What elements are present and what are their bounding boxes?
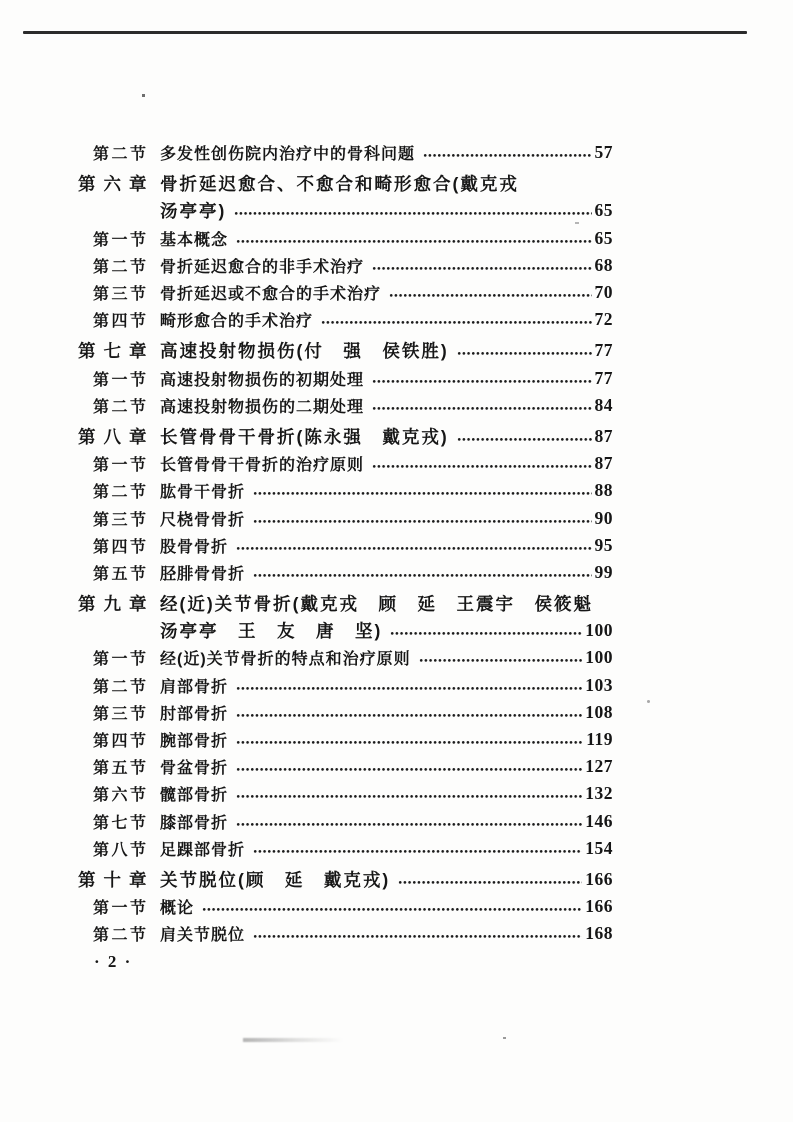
toc-entry-label: 第一节: [93, 457, 149, 475]
toc-entry: [78, 672, 613, 699]
toc-entry-page: 119: [586, 729, 613, 750]
toc-entry-title: 骨折延迟愈合、不愈合和畸形愈合(戴克戎: [160, 174, 519, 195]
toc-entry-page: 77: [594, 340, 613, 361]
toc-entry-label: 第十章: [78, 869, 155, 890]
toc-entry-title: 骨折延迟或不愈合的手术治疗: [160, 286, 382, 304]
toc-entry-title: 概论: [160, 900, 195, 918]
toc-entry-page: 100: [585, 647, 613, 668]
toc-entry-title: 骨折延迟愈合的非手术治疗: [160, 258, 365, 276]
toc-entry: [78, 423, 613, 450]
dot-leader: [253, 934, 582, 939]
dot-leader: [321, 320, 591, 325]
toc-entry-label: 第一节: [93, 900, 149, 918]
toc-entry: [78, 477, 613, 504]
toc-entry-page: 57: [594, 142, 613, 163]
toc-entry: [78, 139, 613, 166]
toc-entry: [78, 590, 613, 617]
toc-entry: [78, 726, 613, 753]
dot-leader: [398, 880, 582, 885]
toc-entry-title: 多发性创伤院内治疗中的骨科问题: [160, 146, 416, 164]
scan-artifact-dot: [503, 1037, 506, 1039]
toc-entry: [78, 365, 613, 392]
toc-entry: [78, 532, 613, 559]
toc-entry-title-continued: 汤亭亭 王 友 唐 坚): [160, 621, 383, 642]
dot-leader: [372, 464, 591, 469]
dot-leader: [234, 211, 591, 216]
toc-entry: [78, 392, 613, 419]
toc-entry-title-continued: 汤亭亭): [160, 201, 227, 222]
toc-entry-label: 第六节: [93, 787, 149, 805]
toc-entry: [78, 559, 613, 586]
toc-entry-title: 高速投射物损伤(付 强 侯铁胜): [160, 341, 449, 362]
toc-entry-title: 尺桡骨骨折: [160, 511, 246, 529]
toc-entry-page: 87: [594, 453, 613, 474]
toc-entry: [78, 252, 613, 279]
toc-entry: [78, 279, 613, 306]
toc-entry-label: 第二节: [93, 398, 149, 416]
toc-entry-page: 84: [594, 394, 613, 415]
dot-leader: [236, 546, 591, 551]
dot-leader: [389, 293, 591, 298]
toc-entry-label: 第四节: [93, 733, 149, 751]
toc-entry-title: 经(近)关节骨折(戴克戎 顾 延 王震宇 侯筱魁: [160, 594, 593, 615]
toc-entry-label: 第八章: [78, 426, 155, 447]
dot-leader: [253, 491, 591, 496]
toc-entry-title: 基本概念: [160, 231, 229, 249]
toc-entry: [78, 450, 613, 477]
toc-entry-page: 99: [594, 561, 613, 582]
toc-entry-label: 第二节: [93, 927, 149, 945]
toc-entry-title: 膝部骨折: [160, 814, 229, 832]
toc-entry-page: 166: [585, 868, 613, 889]
toc-entry-label: 第二节: [93, 146, 149, 164]
toc-entry-page: 100: [585, 620, 613, 641]
toc-entry-label: 第二节: [93, 678, 149, 696]
toc-entry-label: 第一节: [93, 231, 149, 249]
dot-leader: [253, 573, 591, 578]
toc-entry-label: 第九章: [78, 594, 155, 615]
toc-entry-page: 146: [585, 810, 613, 831]
toc-entry: [78, 170, 613, 197]
toc-entry-title: 高速投射物损伤的二期处理: [160, 398, 365, 416]
toc-entry-page: 65: [594, 200, 613, 221]
toc-entry-title: 关节脱位(顾 延 戴克戎): [160, 869, 391, 890]
toc-entry-label: 第一节: [93, 371, 149, 389]
toc-entry-title: 腕部骨折: [160, 733, 229, 751]
toc-entry-page: 65: [594, 227, 613, 248]
toc-entry-title: 骨盆骨折: [160, 760, 229, 778]
dot-leader: [236, 713, 582, 718]
toc-entry-page: 77: [594, 367, 613, 388]
toc-entry-title: 经(近)关节骨折的特点和治疗原则: [160, 651, 411, 669]
dot-leader: [372, 379, 591, 384]
dot-leader: [390, 631, 582, 636]
toc-entry-page: 166: [585, 896, 613, 917]
scan-artifact-dot: [575, 222, 579, 224]
toc-entry-title: 肘部骨折: [160, 705, 229, 723]
toc-entry-label: 第七节: [93, 814, 149, 832]
toc-entry-label: 第四节: [93, 538, 149, 556]
toc-entry-title: 肱骨干骨折: [160, 484, 246, 502]
toc-entry-title: 足踝部骨折: [160, 841, 246, 859]
footer-page-number: · 2 ·: [94, 952, 133, 971]
toc-entry: [78, 699, 613, 726]
toc-entry: [78, 337, 613, 364]
toc-entry: [78, 780, 613, 807]
toc-entry-page: 108: [585, 701, 613, 722]
toc-entry: [78, 306, 613, 333]
dot-leader: [202, 907, 582, 912]
toc-entry-title: 肩关节脱位: [160, 927, 246, 945]
scan-artifact-dot: [142, 94, 145, 97]
dot-leader: [372, 406, 591, 411]
toc-entry: [78, 835, 613, 862]
toc-entry-label: 第三节: [93, 511, 149, 529]
dot-leader: [372, 266, 591, 271]
toc-entry-label: 第三节: [93, 286, 149, 304]
dot-leader: [457, 437, 592, 442]
toc-entry-label: 第三节: [93, 705, 149, 723]
dot-leader: [457, 351, 592, 356]
toc-entry-page: 95: [594, 534, 613, 555]
scan-artifact-dot: [647, 700, 650, 703]
toc-entry-title: 长管骨骨干骨折(陈永强 戴克戎): [160, 426, 449, 447]
toc-entry-title: 髋部骨折: [160, 787, 229, 805]
toc-entry-page: 127: [585, 756, 613, 777]
toc-entry-page: 154: [585, 837, 613, 858]
toc-entry-page: 72: [594, 309, 613, 330]
toc-entry-label: 第二节: [93, 484, 149, 502]
dot-leader: [236, 740, 583, 745]
toc-entry: [78, 808, 613, 835]
toc-entry-label: 第一节: [93, 651, 149, 669]
toc-list: [78, 139, 613, 947]
toc-entry: [78, 920, 613, 947]
toc-entry-continuation: [78, 197, 613, 224]
toc-entry-page: 90: [594, 507, 613, 528]
toc-entry-page: 70: [594, 282, 613, 303]
dot-leader: [236, 794, 582, 799]
dot-leader: [236, 767, 582, 772]
toc-entry-title: 肩部骨折: [160, 678, 229, 696]
toc-entry-label: 第五节: [93, 565, 149, 583]
toc-entry: [78, 753, 613, 780]
toc-entry: [78, 644, 613, 671]
scan-artifact-smudge: [243, 1038, 343, 1042]
dot-leader: [419, 658, 583, 663]
toc-entry-page: 88: [594, 480, 613, 501]
toc-entry-title: 长管骨骨干骨折的治疗原则: [160, 457, 365, 475]
dot-leader: [236, 239, 591, 244]
toc-entry-title: 高速投射物损伤的初期处理: [160, 371, 365, 389]
toc-entry-label: 第八节: [93, 841, 149, 859]
toc-entry-label: 第四节: [93, 313, 149, 331]
dot-leader: [423, 153, 591, 158]
toc-entry-title: 畸形愈合的手术治疗: [160, 313, 314, 331]
toc-entry: [78, 893, 613, 920]
top-rule-line: [23, 31, 747, 34]
toc-entry-label: 第五节: [93, 760, 149, 778]
toc-entry-title: 胫腓骨骨折: [160, 565, 246, 583]
toc-entry-title: 股骨骨折: [160, 538, 229, 556]
toc-entry-page: 132: [585, 783, 613, 804]
toc-entry-page: 103: [585, 674, 613, 695]
dot-leader: [236, 822, 582, 827]
toc-entry: [78, 504, 613, 531]
toc-entry-page: 168: [585, 923, 613, 944]
toc-entry-page: 87: [594, 425, 613, 446]
toc-entry-label: 第七章: [78, 341, 155, 362]
toc-entry-continuation: [78, 617, 613, 644]
toc-entry: [78, 866, 613, 893]
dot-leader: [253, 849, 582, 854]
toc-entry-label: 第六章: [78, 174, 155, 195]
toc-entry: [78, 225, 613, 252]
toc-entry-page: 68: [594, 254, 613, 275]
toc-entry-label: 第二节: [93, 258, 149, 276]
dot-leader: [236, 686, 582, 691]
dot-leader: [253, 519, 591, 524]
